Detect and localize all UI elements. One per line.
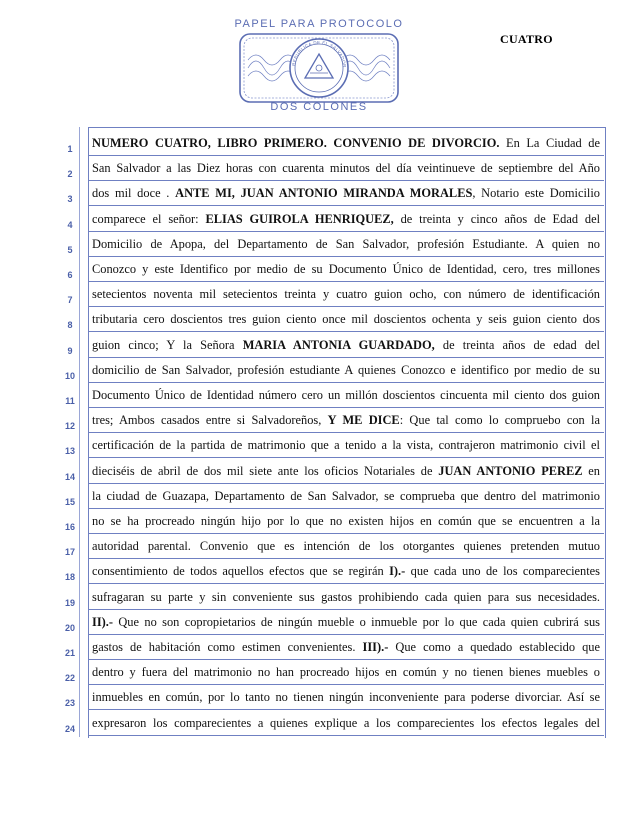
line-text	[92, 513, 600, 530]
line-number: 14	[64, 471, 75, 482]
bold-text: JUAN ANTONIO PEREZ	[438, 463, 583, 478]
text-run: la ciudad de Guazapa, Departamento de San Salvador, se comprueba que dentro del matrimonio	[92, 488, 600, 503]
line-text	[92, 488, 600, 505]
text-run: dentro y fuera del matrimonio no han procreado hijos en común y no tienen bienes muebles o	[92, 665, 600, 680]
line-number: 3	[67, 194, 73, 205]
line-number: 16	[64, 522, 75, 532]
text-run: que cada uno de los comparecientes	[405, 564, 600, 579]
document-line	[88, 484, 604, 509]
text-run: de treinta años de edad del	[434, 337, 600, 352]
text-run: inmuebles en común, por lo tanto no tienen ningún inconveniente para poderse divorciar. Así se	[92, 690, 600, 705]
line-number: 5	[67, 244, 73, 255]
text-run: domicilio de San Salvador, profesión estudiante A quienes Conozco e identifico por medio de su	[92, 362, 600, 377]
text-run: Documento Único de Identidad número cero un millón doscientos cincuenta mil ciento dos guion	[92, 388, 600, 402]
document-line	[88, 559, 604, 584]
line-number: 11	[65, 396, 75, 406]
text-run: , Notario este Domicilio	[472, 186, 600, 201]
line-text	[92, 337, 600, 354]
document-line	[88, 685, 604, 710]
bold-text: MARIA ANTONIA GUARDADO,	[242, 337, 435, 352]
line-text	[92, 639, 600, 656]
line-number: 10	[64, 370, 75, 381]
line-text	[92, 261, 600, 278]
document-line	[88, 660, 604, 685]
line-text	[92, 160, 600, 177]
line-number: 20	[64, 622, 75, 633]
line-text	[92, 715, 600, 732]
text-run: Conozco y este Identifico por medio de su Documento Único de Identidad, cero, tres millones	[92, 262, 600, 276]
page-number-label: CUATRO	[500, 32, 553, 46]
text-run: de treinta y cinco años de Edad del	[393, 211, 600, 226]
document-line	[88, 282, 604, 307]
document-line	[88, 711, 604, 736]
document-line	[88, 307, 604, 332]
text-run: expresaron los comparecientes a quienes explique a los comparecientes los efectos legales del	[92, 715, 600, 730]
line-number: 17	[64, 547, 75, 558]
document-line	[88, 509, 604, 534]
line-number: 2	[67, 169, 73, 180]
line-text	[92, 311, 600, 328]
text-run: en	[582, 463, 600, 478]
text-run: autoridad parental. Convenio que es intención de los otorgantes quienes pretenden mutuo	[92, 539, 600, 554]
text-run: Que no son copropietarios de ningún mueble o inmueble por lo que cada quien cubrirá sus	[113, 614, 600, 629]
text-run: gastos de habitación como estimen convenientes.	[92, 640, 363, 654]
line-text	[92, 538, 600, 555]
text-run: guion cinco; Y la Señora	[92, 337, 243, 352]
line-number: 15	[64, 496, 75, 507]
text-run: certificación de la partida de matrimonio que a tenido a la vista, contrajeron matrimonio civil el	[92, 438, 600, 453]
document-line	[88, 383, 604, 408]
text-run: Domicilio de Apopa, del Departamento de San Salvador, profesión Estudiante. A quien no	[92, 236, 600, 251]
bold-text: ANTE MI, JUAN ANTONIO MIRANDA MORALES	[175, 186, 473, 201]
bold-text: Y ME DICE	[327, 413, 400, 428]
line-text	[92, 185, 600, 202]
text-run: Que como a quedado establecido que	[388, 640, 600, 654]
text-run: sufragaran su parte y sin conveniente sus gastos prohibiendo cada quien para sus necesidades.	[92, 589, 600, 604]
document-line	[88, 257, 604, 282]
line-text	[92, 437, 600, 454]
document-line	[88, 358, 604, 383]
text-run: En La Ciudad de	[499, 136, 600, 150]
line-text	[92, 463, 600, 480]
bold-text: II).-	[92, 614, 113, 629]
margin-line	[79, 127, 80, 737]
text-run: dieciséis de abril de dos mil siete ante los oficios Notariales de	[92, 463, 439, 478]
line-number: 12	[64, 421, 75, 432]
document-line	[88, 408, 604, 433]
protocol-paper-title: PAPEL PARA PROTOCOLO	[234, 18, 404, 30]
line-number: 21	[64, 648, 75, 658]
text-run: comparece el señor:	[92, 211, 206, 226]
bold-text: ELIAS GUIROLA HENRIQUEZ,	[205, 211, 394, 226]
document-line	[88, 433, 604, 458]
stamp-value-label: DOS COLONES	[270, 101, 368, 113]
line-number: 24	[64, 723, 75, 734]
line-number: 4	[67, 219, 73, 230]
line-number: 1	[67, 144, 73, 154]
seal-arc-text: REPUBLICA DE EL SALVADOR	[291, 39, 348, 68]
document-line	[88, 459, 604, 484]
line-number: 22	[64, 673, 75, 684]
bold-text: I).-	[389, 564, 406, 579]
document-line	[88, 207, 604, 232]
line-text	[92, 362, 600, 379]
document-line	[88, 156, 604, 181]
line-number: 23	[64, 698, 75, 709]
text-run: dos mil doce .	[92, 186, 176, 201]
line-text	[92, 286, 600, 303]
line-text	[92, 387, 600, 404]
document-line	[88, 534, 604, 559]
document-line	[88, 585, 604, 610]
line-number: 13	[64, 446, 75, 457]
text-run: tres; Ambos casados entre si Salvadoreños,	[92, 413, 328, 428]
text-run: San Salvador a las Diez horas con cuarenta minutos del día veintinueve de septiembre del Año	[92, 161, 600, 176]
bold-text: III).-	[362, 640, 389, 654]
document-line	[88, 181, 604, 206]
line-text	[92, 135, 600, 152]
line-text	[92, 563, 600, 580]
text-run: no se ha procreado ningún hijo por lo que no existen hijos en común que se encuentren a la	[92, 514, 600, 528]
line-text	[92, 664, 600, 681]
line-text	[92, 689, 600, 706]
document-line	[88, 610, 604, 635]
line-number: 7	[67, 295, 73, 306]
bold-text: NUMERO CUATRO, LIBRO PRIMERO. CONVENIO DE DIVORCIO.	[92, 136, 500, 150]
line-number: 6	[67, 270, 73, 280]
line-text	[92, 211, 600, 228]
line-number: 18	[64, 572, 75, 583]
line-number: 8	[67, 320, 73, 331]
text-run: consentimiento de todos aquellos efectos que se regirán	[92, 564, 390, 579]
line-text	[92, 614, 600, 631]
line-number: 19	[64, 597, 75, 608]
line-number: 9	[67, 345, 73, 356]
text-run: tributaria cero doscientos tres guion ciento once mil doscientos ochenta y seis guion ciento dos	[92, 312, 600, 327]
document-line	[88, 232, 604, 257]
line-text	[92, 412, 600, 429]
line-text	[92, 589, 600, 606]
document-line	[88, 333, 604, 358]
document-line	[88, 635, 604, 660]
text-run: : Que tal como lo compruebo con la	[399, 413, 600, 428]
line-text	[92, 236, 600, 253]
document-line	[88, 131, 604, 156]
text-run: setecientos noventa mil setecientos treinta y cuatro guion ocho, con número de identificación	[92, 287, 600, 302]
